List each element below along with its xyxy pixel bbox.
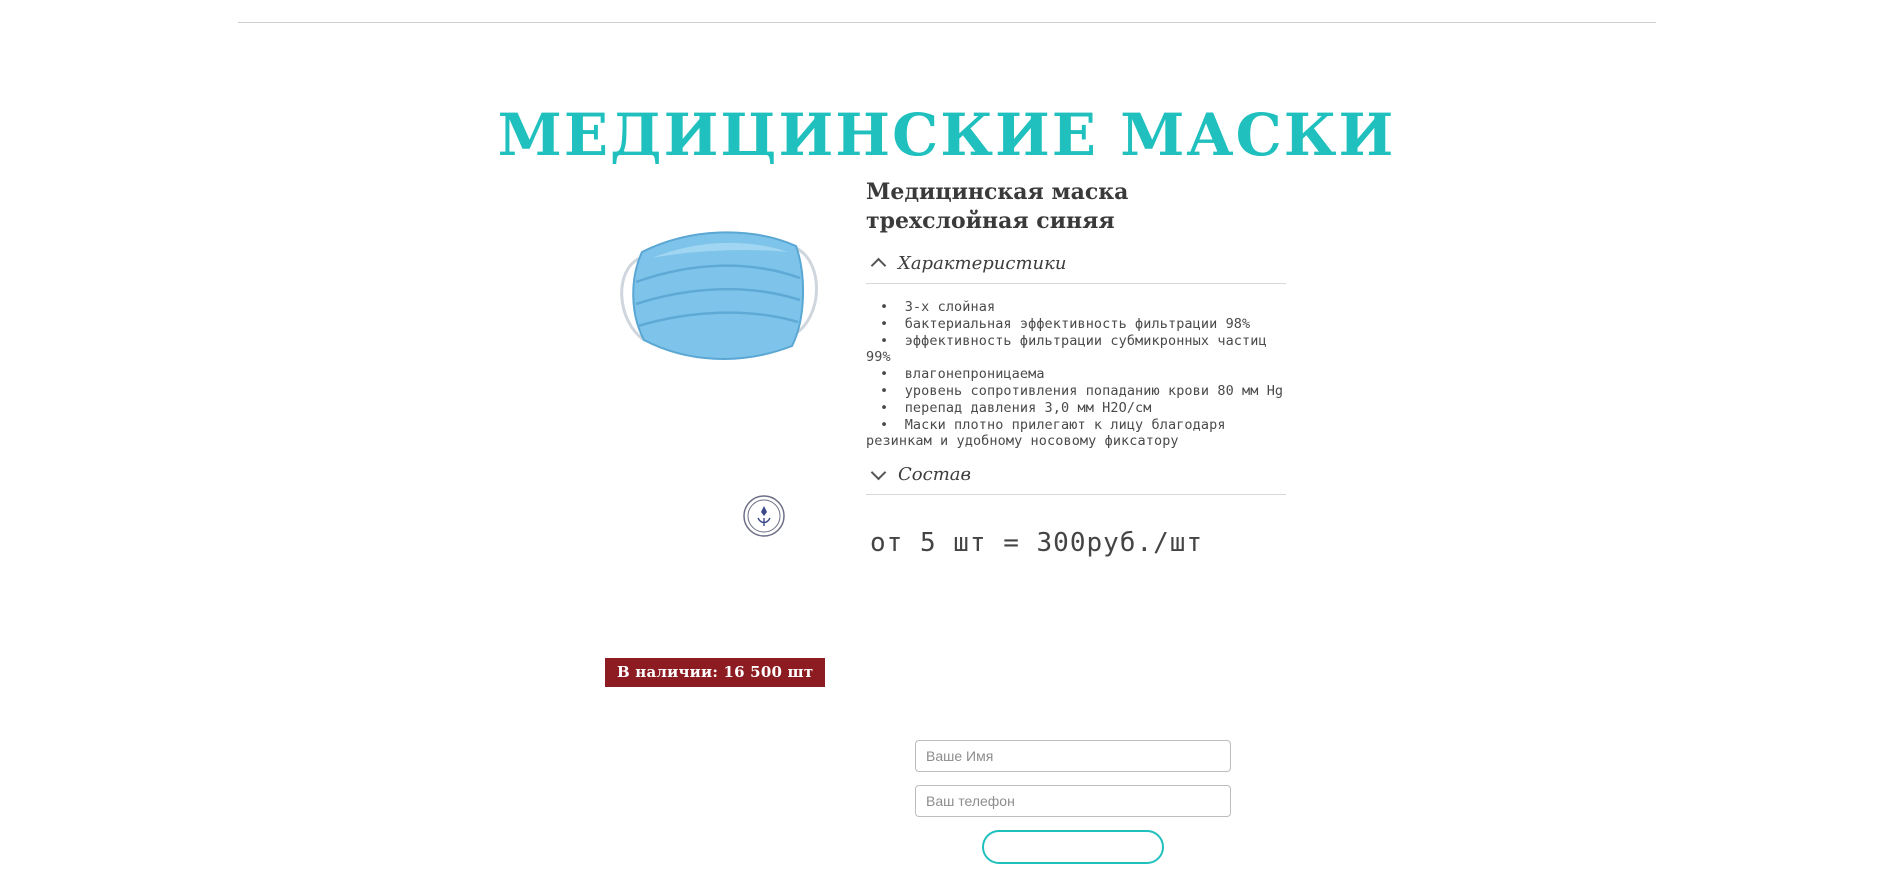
list-item: • Маски плотно прилегают к лицу благодаря резинкам и удобному носовому фиксатору bbox=[866, 418, 1286, 450]
certificate-seal-icon bbox=[742, 494, 786, 538]
product-info bbox=[866, 178, 1286, 566]
name-field[interactable] bbox=[915, 740, 1231, 772]
product-media bbox=[600, 200, 840, 681]
top-divider bbox=[238, 22, 1656, 23]
submit-button[interactable] bbox=[982, 830, 1164, 864]
phone-field[interactable] bbox=[915, 785, 1231, 817]
accordion-header-characteristics[interactable] bbox=[866, 249, 1286, 284]
list-item: • 3-х слойная bbox=[866, 300, 1286, 316]
chevron-down-icon[interactable] bbox=[872, 470, 886, 479]
accordion-label-composition: Состав bbox=[898, 464, 971, 486]
list-item: • влагонепроницаема bbox=[866, 367, 1286, 383]
stock-badge: В наличии: 16 500 шт bbox=[605, 658, 825, 687]
list-item: • бактериальная эффективность фильтрации 98% bbox=[866, 317, 1286, 333]
product-title: Медицинская маска трехслойная синяя bbox=[866, 179, 1129, 234]
chevron-up-icon[interactable] bbox=[872, 259, 886, 268]
accordion-header-composition[interactable] bbox=[866, 460, 1286, 495]
accordion-composition bbox=[866, 460, 1286, 495]
list-item: • уровень сопротивления попаданию крови 80 мм Hg bbox=[866, 384, 1286, 400]
product-price: от 5 шт = 300руб./шт bbox=[870, 528, 1204, 559]
medical-mask-image bbox=[600, 200, 840, 400]
list-item: • перепад давления 3,0 мм H2O/см bbox=[866, 401, 1286, 417]
lead-form bbox=[915, 740, 1231, 864]
list-item: • эффективность фильтрации субмикронных частиц 99% bbox=[866, 334, 1286, 366]
accordion-characteristics bbox=[866, 249, 1286, 460]
accordion-body-characteristics bbox=[866, 284, 1286, 460]
accordion-label-characteristics: Характеристики bbox=[898, 253, 1067, 275]
page-title: МЕДИЦИНСКИЕ МАСКИ bbox=[497, 100, 1396, 169]
